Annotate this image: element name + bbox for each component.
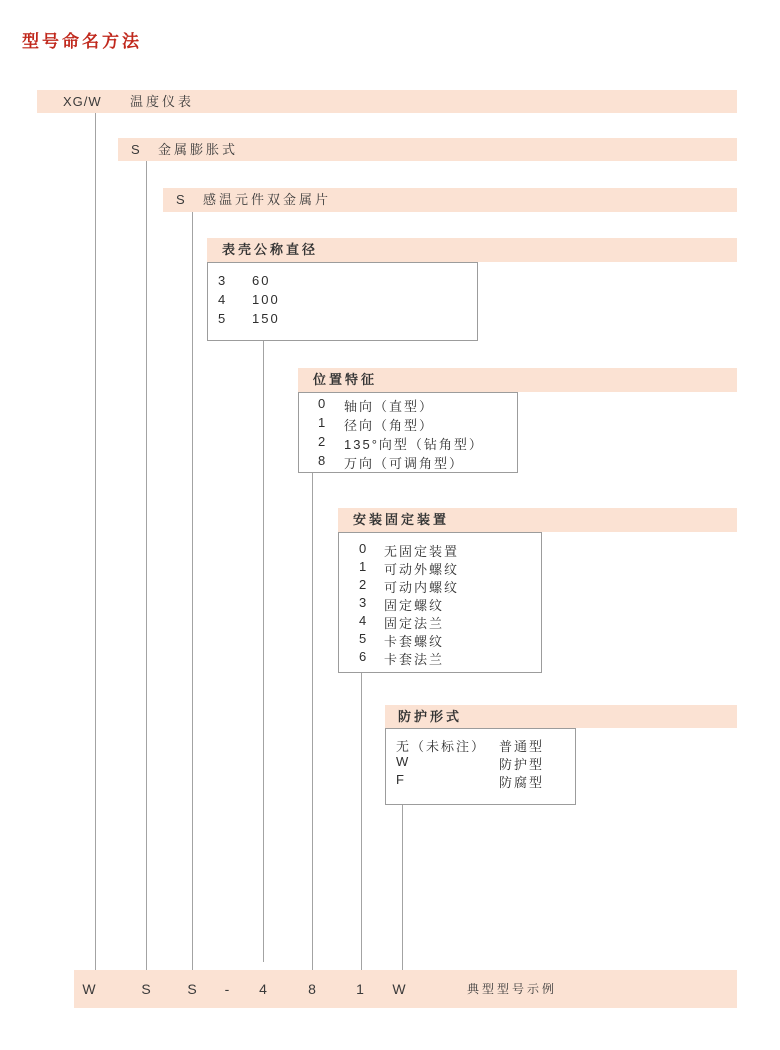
option-code: 2 xyxy=(318,434,328,449)
option-code: 2 xyxy=(359,577,369,592)
option-code: 4 xyxy=(218,292,228,307)
option-code: 5 xyxy=(218,311,228,326)
page-title: 型号命名方法 xyxy=(22,32,142,51)
option-code: 1 xyxy=(359,559,369,574)
level-code: S xyxy=(131,142,141,157)
option-row xyxy=(208,292,477,311)
level-bar-product-type xyxy=(37,90,737,113)
box-body-position-feature xyxy=(298,392,518,473)
option-code: 3 xyxy=(359,595,369,610)
option-label: 60 xyxy=(252,273,271,288)
box-title: 表壳公称直径 xyxy=(222,242,319,257)
option-code: 8 xyxy=(318,453,328,468)
option-row xyxy=(299,453,517,472)
option-row xyxy=(299,415,517,434)
option-label: 卡套螺纹 xyxy=(384,634,445,649)
example-char: 8 xyxy=(308,981,316,997)
example-char: 4 xyxy=(259,981,267,997)
level-label: 金属膨胀式 xyxy=(158,142,239,157)
option-label: 普通型 xyxy=(499,739,545,754)
option-label: 135°向型（钻角型） xyxy=(344,437,484,452)
level-label: 感温元件双金属片 xyxy=(203,192,332,207)
option-label: 固定螺纹 xyxy=(384,598,445,613)
option-row xyxy=(339,577,541,595)
option-label: 可动外螺纹 xyxy=(384,562,460,577)
option-label: 防护型 xyxy=(499,757,545,772)
option-row xyxy=(339,613,541,631)
level-code: XG/W xyxy=(63,94,102,109)
option-row xyxy=(339,631,541,649)
option-row xyxy=(386,736,575,754)
box-title: 安装固定装置 xyxy=(353,512,450,527)
option-label: 轴向（直型） xyxy=(344,399,435,414)
option-code: W xyxy=(396,754,411,769)
option-label: 防腐型 xyxy=(499,775,545,790)
option-row xyxy=(339,595,541,613)
level-bar-sensing-element xyxy=(163,188,737,212)
option-row xyxy=(386,772,575,790)
option-code: 0 xyxy=(318,396,328,411)
level-bar-expansion-type xyxy=(118,138,737,161)
level-code: S xyxy=(176,192,186,207)
option-row xyxy=(208,273,477,292)
box-header-protection-form xyxy=(385,705,737,728)
box-title: 防护形式 xyxy=(398,709,463,724)
example-char: S xyxy=(141,981,151,997)
box-body-mounting-device xyxy=(338,532,542,673)
connector-line-mounting-device xyxy=(361,673,362,970)
option-code: 4 xyxy=(359,613,369,628)
option-label: 万向（可调角型） xyxy=(344,456,465,471)
connector-line-product-type xyxy=(95,113,96,970)
option-row xyxy=(339,559,541,577)
option-row xyxy=(339,541,541,559)
option-row xyxy=(299,434,517,453)
option-label: 可动内螺纹 xyxy=(384,580,460,595)
connector-line-position-feature xyxy=(312,473,313,970)
option-code: 1 xyxy=(318,415,328,430)
box-header-position-feature xyxy=(298,368,737,392)
option-label: 卡套法兰 xyxy=(384,652,445,667)
example-caption: 典型型号示例 xyxy=(467,982,558,996)
box-title: 位置特征 xyxy=(313,372,378,387)
option-code: 无（未标注） xyxy=(396,739,487,754)
box-body-dial-diameter xyxy=(207,262,478,341)
box-header-dial-diameter xyxy=(207,238,737,262)
option-code: 6 xyxy=(359,649,369,664)
level-label: 温度仪表 xyxy=(130,94,195,109)
option-label: 150 xyxy=(252,311,280,326)
option-row xyxy=(208,311,477,330)
option-label: 无固定装置 xyxy=(384,544,460,559)
option-label: 径向（角型） xyxy=(344,418,435,433)
example-char: W xyxy=(82,981,96,997)
connector-line-protection-form xyxy=(402,805,403,970)
connector-line-dial-diameter xyxy=(263,341,264,962)
connector-line-expansion-type xyxy=(146,161,147,970)
example-char: S xyxy=(187,981,197,997)
option-label: 100 xyxy=(252,292,280,307)
option-label: 固定法兰 xyxy=(384,616,445,631)
option-code: 5 xyxy=(359,631,369,646)
example-model-bar xyxy=(74,970,737,1008)
option-code: 0 xyxy=(359,541,369,556)
connector-line-sensing-element xyxy=(192,212,193,970)
option-row xyxy=(339,649,541,667)
example-char: 1 xyxy=(356,981,364,997)
box-body-protection-form xyxy=(385,728,576,805)
option-row xyxy=(386,754,575,772)
option-code: 3 xyxy=(218,273,228,288)
box-header-mounting-device xyxy=(338,508,737,532)
example-char: - xyxy=(224,981,230,997)
example-char: W xyxy=(392,981,406,997)
option-code: F xyxy=(396,772,406,787)
option-row xyxy=(299,396,517,415)
